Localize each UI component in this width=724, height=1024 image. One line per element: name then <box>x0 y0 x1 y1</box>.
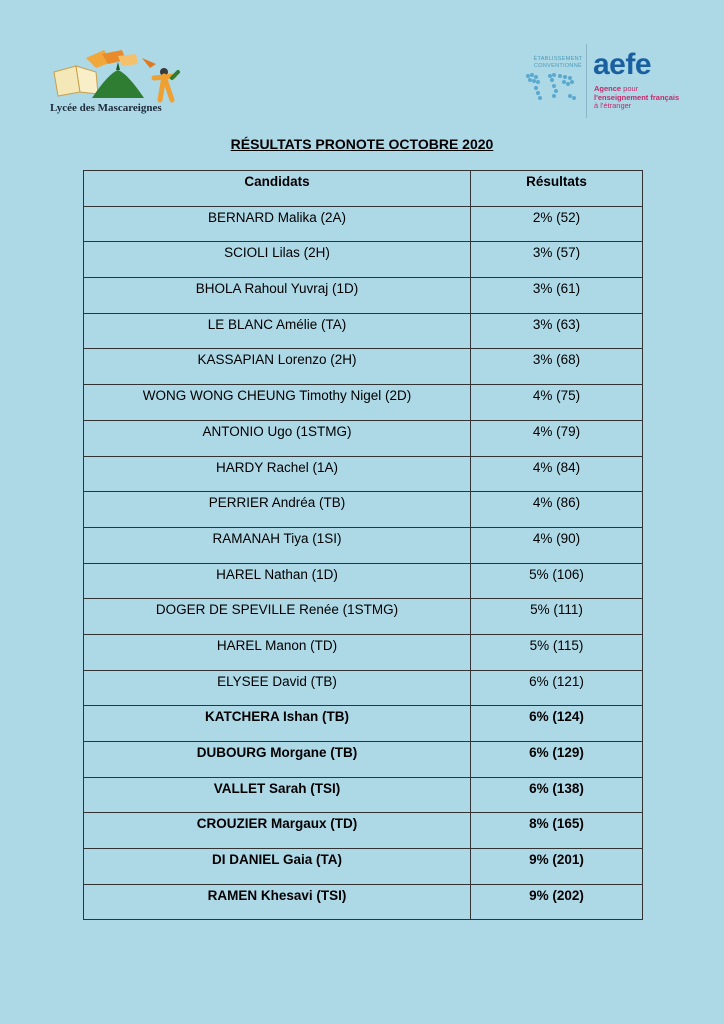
candidate-name: HAREL Manon (TD) <box>84 634 471 670</box>
candidate-name: KASSAPIAN Lorenzo (2H) <box>84 349 471 385</box>
column-header-candidats: Candidats <box>84 171 471 207</box>
table-row <box>84 492 643 528</box>
candidate-name: RAMANAH Tiya (1SI) <box>84 527 471 563</box>
candidate-result: 4% (75) <box>471 385 643 421</box>
candidate-result: 6% (124) <box>471 706 643 742</box>
table-row <box>84 313 643 349</box>
table-row <box>84 884 643 920</box>
candidate-result: 9% (202) <box>471 884 643 920</box>
candidate-name: RAMEN Khesavi (TSI) <box>84 884 471 920</box>
table-row <box>84 242 643 278</box>
candidate-name: ANTONIO Ugo (1STMG) <box>84 420 471 456</box>
candidate-result: 4% (90) <box>471 527 643 563</box>
candidate-result: 5% (111) <box>471 599 643 635</box>
school-logo-graphic <box>46 44 186 104</box>
candidate-name: HARDY Rachel (1A) <box>84 456 471 492</box>
candidate-name: PERRIER Andréa (TB) <box>84 492 471 528</box>
world-map-icon <box>520 68 582 112</box>
candidate-name: DI DANIEL Gaia (TA) <box>84 849 471 885</box>
candidate-name: WONG WONG CHEUNG Timothy Nigel (2D) <box>84 385 471 421</box>
partner-caption: ÉTABLISSEMENT CONVENTIONNÉ <box>533 56 583 69</box>
candidate-name: CROUZIER Margaux (TD) <box>84 813 471 849</box>
candidate-name: HAREL Nathan (1D) <box>84 563 471 599</box>
table-row <box>84 849 643 885</box>
candidate-name: DOGER DE SPEVILLE Renée (1STMG) <box>84 599 471 635</box>
candidate-result: 3% (57) <box>471 242 643 278</box>
candidate-name: ELYSEE David (TB) <box>84 670 471 706</box>
candidate-name: BERNARD Malika (2A) <box>84 206 471 242</box>
candidate-result: 6% (138) <box>471 777 643 813</box>
column-header-resultats: Résultats <box>471 171 643 207</box>
candidate-name: BHOLA Rahoul Yuvraj (1D) <box>84 278 471 314</box>
table-row <box>84 813 643 849</box>
candidate-result: 3% (61) <box>471 278 643 314</box>
partner-tagline-1: pour <box>621 84 639 93</box>
partner-tagline-2: l'enseignement français <box>594 92 680 102</box>
candidate-result: 4% (79) <box>471 420 643 456</box>
candidate-name: DUBOURG Morgane (TB) <box>84 742 471 778</box>
table-row <box>84 599 643 635</box>
logo-divider <box>586 44 587 118</box>
table-row <box>84 278 643 314</box>
table-row <box>84 634 643 670</box>
table-row <box>84 706 643 742</box>
aefe-logo <box>520 42 680 122</box>
page-title: RÉSULTATS PRONOTE OCTOBRE 2020 <box>230 136 494 152</box>
table-row <box>84 349 643 385</box>
table-row <box>84 385 643 421</box>
table-row <box>84 456 643 492</box>
candidate-result: 8% (165) <box>471 813 643 849</box>
partner-name: aefe <box>593 48 652 81</box>
candidate-name: KATCHERA Ishan (TB) <box>84 706 471 742</box>
table-row <box>84 527 643 563</box>
table-header-row <box>84 171 643 207</box>
results-table <box>83 170 643 920</box>
candidate-result: 6% (129) <box>471 742 643 778</box>
candidate-result: 4% (84) <box>471 456 643 492</box>
table-row <box>84 206 643 242</box>
partner-tagline-bold: Agence <box>594 84 622 93</box>
table-row <box>84 742 643 778</box>
candidate-result: 9% (201) <box>471 849 643 885</box>
candidate-result: 3% (63) <box>471 313 643 349</box>
table-row <box>84 670 643 706</box>
candidate-result: 4% (86) <box>471 492 643 528</box>
partner-tagline-3: à l'étranger <box>594 101 632 110</box>
candidate-result: 5% (115) <box>471 634 643 670</box>
candidate-result: 3% (68) <box>471 349 643 385</box>
table-row <box>84 777 643 813</box>
school-name: Lycée des Mascareignes <box>50 102 162 114</box>
candidate-result: 5% (106) <box>471 563 643 599</box>
school-logo <box>46 44 186 122</box>
table-row <box>84 563 643 599</box>
candidate-name: SCIOLI Lilas (2H) <box>84 242 471 278</box>
partner-tagline <box>594 85 679 111</box>
candidate-name: VALLET Sarah (TSI) <box>84 777 471 813</box>
candidate-result: 2% (52) <box>471 206 643 242</box>
candidate-result: 6% (121) <box>471 670 643 706</box>
candidate-name: LE BLANC Amélie (TA) <box>84 313 471 349</box>
table-row <box>84 420 643 456</box>
